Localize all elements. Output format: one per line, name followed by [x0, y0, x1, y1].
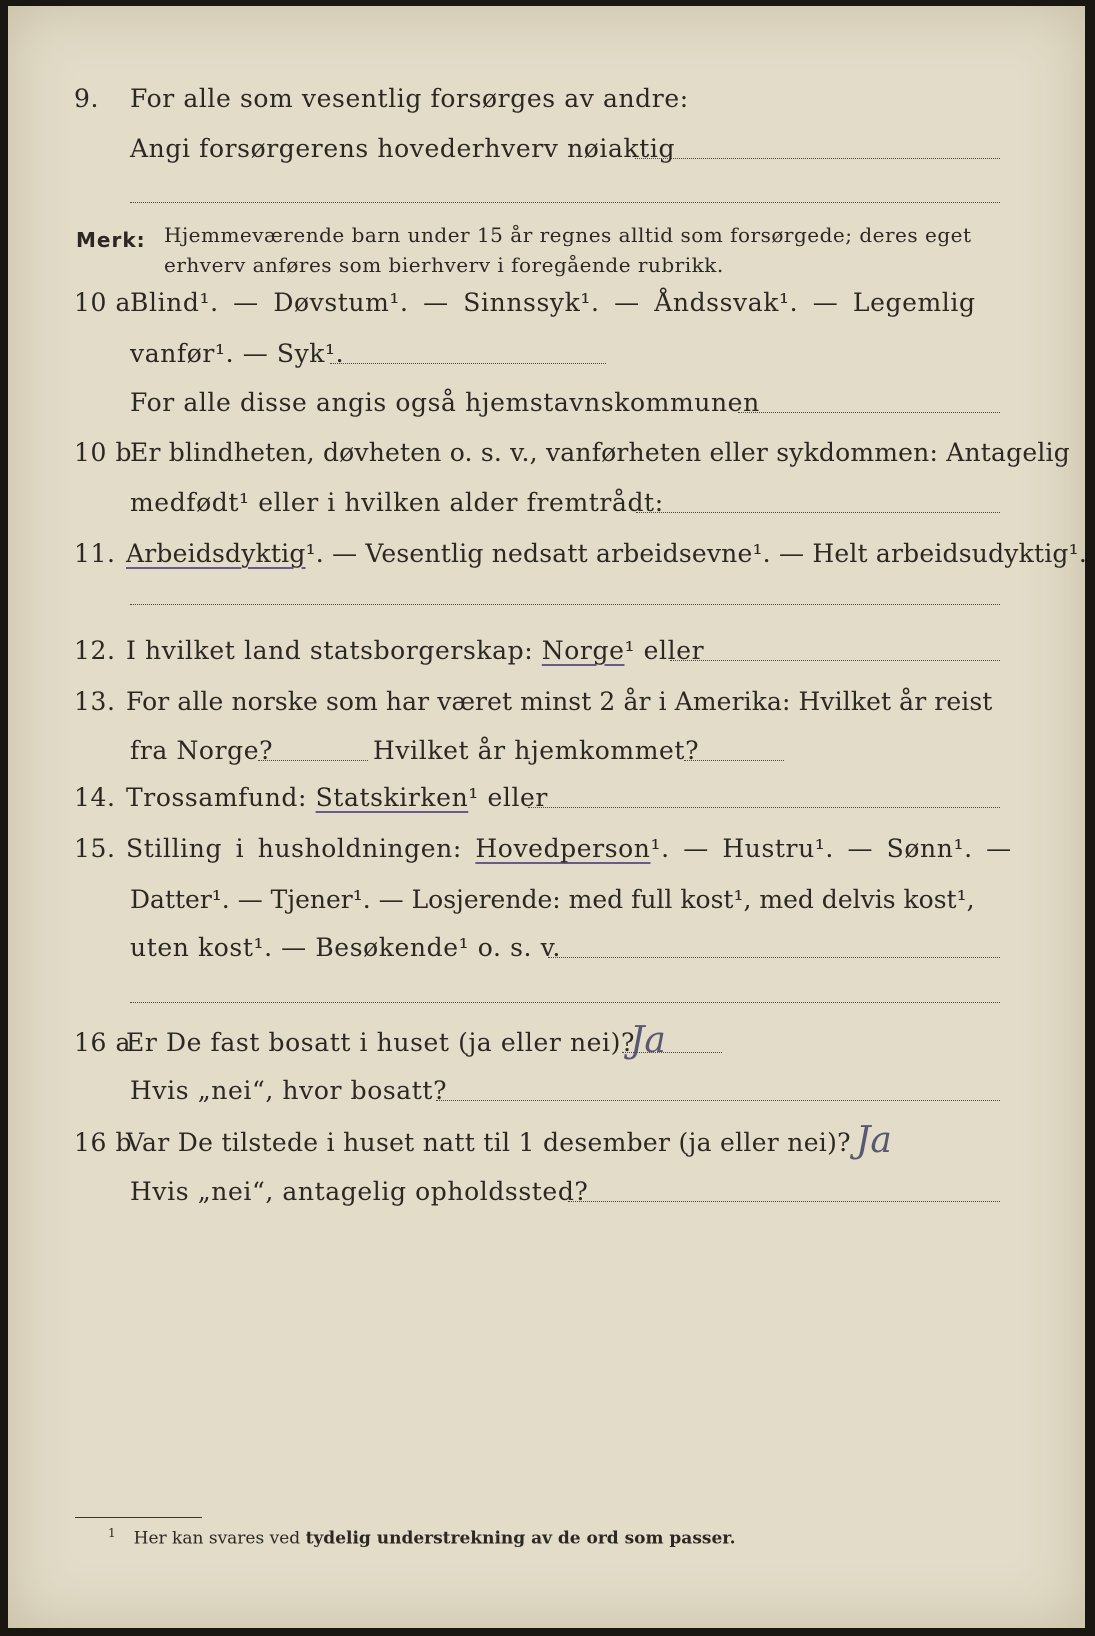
question-9 — [8, 84, 1085, 124]
question-13 — [8, 687, 1085, 727]
answer-line[interactable] — [636, 512, 1000, 513]
question-number: 13. — [74, 687, 116, 716]
question-text: vanfør¹. — Syk¹. — [130, 339, 345, 368]
question-12 — [8, 636, 1085, 676]
question-prefix: I hvilket land statsborgerskap: — [126, 636, 534, 665]
census-form-page — [8, 6, 1085, 1628]
answer-line[interactable] — [548, 957, 1000, 958]
question-10b — [8, 438, 1085, 478]
handwritten-answer: Ja — [856, 1120, 892, 1161]
question-number: 16 a — [74, 1028, 132, 1057]
question-number: 10 b — [74, 438, 133, 467]
option-statskirken[interactable]: Statskirken — [315, 783, 469, 812]
question-16b-line2 — [8, 1177, 1085, 1217]
footnote — [108, 1526, 736, 1549]
question-text: fra Norge? — [130, 736, 274, 765]
option-arbeidsdyktig[interactable]: Arbeidsdyktig — [126, 539, 306, 568]
answer-line[interactable] — [635, 158, 1000, 159]
question-text: Er De fast bosatt i huset (ja eller nei)? — [126, 1028, 635, 1057]
question-text: For alle som vesentlig forsørges av andre: — [130, 84, 689, 113]
note-text: Hjemmeværende barn under 15 år regnes alltid som forsørgede; deres eget erhverv anføres som bierhverv i foregående rubrikk. — [164, 223, 972, 277]
question-13-line2 — [8, 736, 1085, 776]
answer-line[interactable] — [130, 202, 1000, 203]
question-text: Blind¹. — Døvstum¹. — Sinnssyk¹. — Åndssvak¹. — Legemlig — [130, 288, 976, 317]
question-prefix: Trossamfund: — [126, 783, 308, 812]
question-text: For alle disse angis også hjemstavnskommunen — [130, 388, 760, 417]
question-15-line2 — [8, 885, 1085, 925]
question-number: 16 b — [74, 1128, 133, 1157]
note — [76, 223, 972, 277]
question-text: For alle norske som har været minst 2 år i Amerika: Hvilket år reist — [126, 687, 993, 716]
question-number: 14. — [74, 783, 116, 812]
footnote-rule — [75, 1517, 202, 1518]
question-text — [126, 539, 1087, 568]
question-prefix: Stilling i husholdningen: — [126, 834, 462, 863]
question-16b — [8, 1128, 1085, 1168]
question-text — [126, 783, 548, 812]
question-11 — [8, 539, 1085, 579]
question-16a — [8, 1028, 1085, 1068]
option-rest: ¹. — Hustru¹. — Sønn¹. — — [650, 834, 1012, 863]
question-text: Hvis „nei“, antagelig opholdssted? — [130, 1177, 589, 1206]
answer-line[interactable] — [684, 760, 784, 761]
question-number: 15. — [74, 834, 116, 863]
answer-line[interactable] — [528, 807, 1000, 808]
question-9-line2 — [8, 134, 1085, 174]
question-suffix: ¹ eller — [624, 636, 705, 665]
answer-line[interactable] — [670, 660, 1000, 661]
question-14 — [8, 783, 1085, 823]
question-16a-line2 — [8, 1076, 1085, 1116]
question-10a-line2 — [8, 339, 1085, 379]
question-text: medfødt¹ eller i hvilken alder fremtrådt: — [130, 488, 664, 517]
handwritten-answer: Ja — [630, 1020, 666, 1061]
answer-line[interactable] — [330, 363, 606, 364]
question-number: 10 a — [74, 288, 132, 317]
question-10b-line2 — [8, 488, 1085, 528]
question-10a-line3 — [8, 388, 1085, 428]
answer-line[interactable] — [436, 1100, 1000, 1101]
question-number: 11. — [74, 539, 116, 568]
option-hovedperson[interactable]: Hovedperson — [475, 834, 651, 863]
footnote-text: Her kan svares ved — [133, 1528, 301, 1549]
question-text — [126, 636, 704, 665]
question-text: uten kost¹. — Besøkende¹ o. s. v. — [130, 933, 561, 962]
option-rest: ¹. — Vesentlig nedsatt arbeidsevne¹. — Helt arbeidsudyktig¹. — [305, 539, 1087, 568]
question-15-line3 — [8, 933, 1085, 973]
answer-line[interactable] — [568, 1201, 1000, 1202]
question-15 — [8, 834, 1085, 874]
question-text: Er blindheten, døvheten o. s. v., vanførheten eller sykdommen: Antagelig — [130, 438, 1070, 467]
question-text: Var De tilstede i huset natt til 1 desember (ja eller nei)? — [126, 1128, 851, 1157]
option-norge[interactable]: Norge — [541, 636, 625, 665]
question-text: Angi forsørgerens hovederhverv nøiaktig — [130, 134, 676, 163]
footnote-mark: 1 — [108, 1526, 116, 1540]
question-text: Datter¹. — Tjener¹. — Losjerende: med full kost¹, med delvis kost¹, — [130, 885, 975, 914]
answer-line[interactable] — [130, 1002, 1000, 1003]
question-text: Hvilket år hjemkommet? — [373, 736, 700, 765]
question-text: Hvis „nei“, hvor bosatt? — [130, 1076, 448, 1105]
question-text — [126, 834, 1012, 863]
answer-line[interactable] — [738, 412, 1000, 413]
answer-line[interactable] — [258, 760, 368, 761]
answer-line[interactable] — [130, 604, 1000, 605]
note-label: Merk: — [76, 228, 146, 252]
footnote-bold-text: tydelig understrekning av de ord som passer. — [305, 1528, 736, 1549]
question-suffix: ¹ eller — [468, 783, 548, 812]
question-10a — [8, 288, 1085, 328]
question-number: 12. — [74, 636, 116, 665]
question-number: 9. — [74, 84, 100, 113]
